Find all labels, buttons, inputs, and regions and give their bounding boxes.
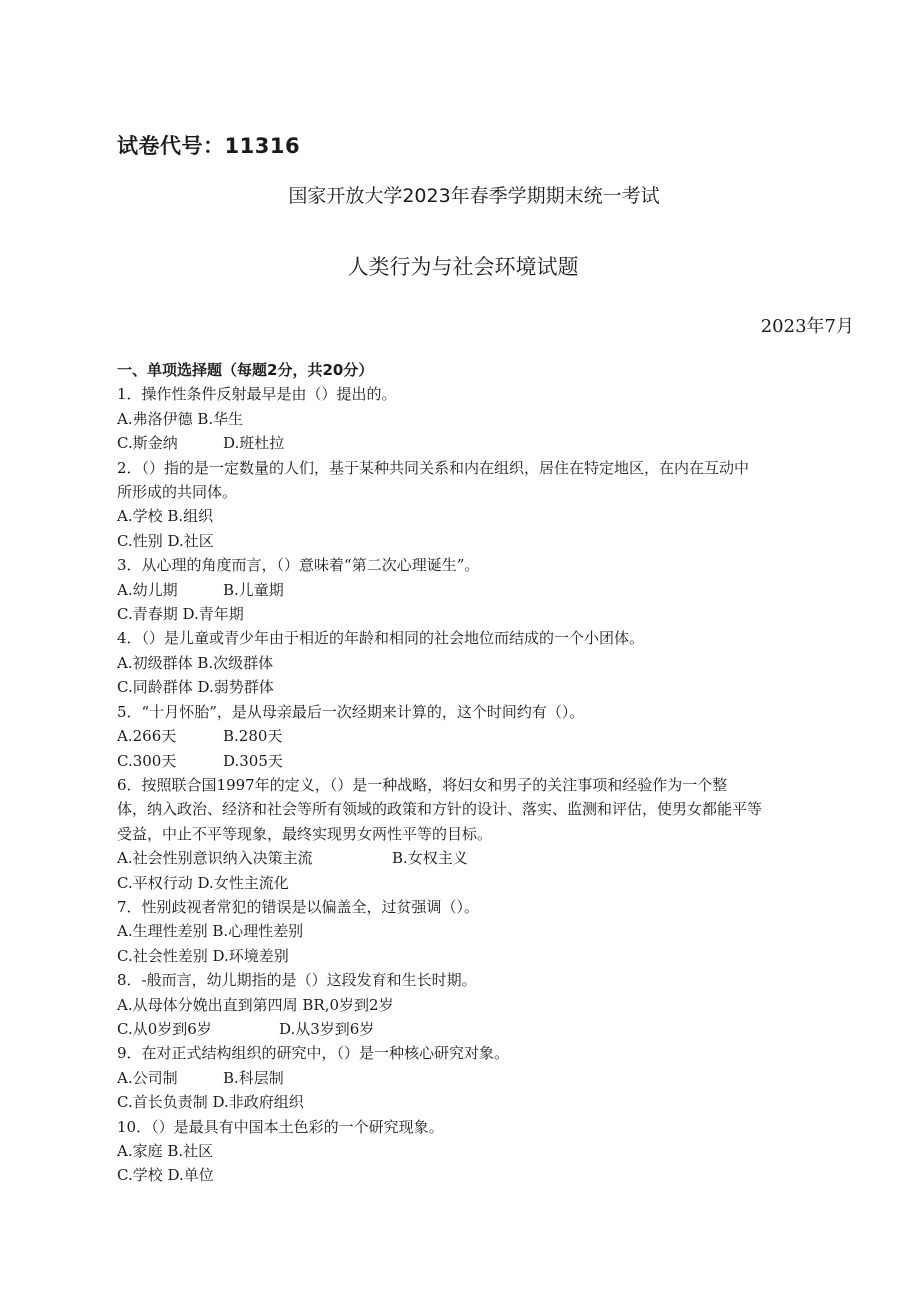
option-row: [117, 529, 852, 553]
option: B.女权主义: [392, 849, 468, 868]
option: D.305天: [223, 751, 283, 770]
option: C.同龄群体: [117, 678, 193, 697]
option-row: [117, 724, 852, 748]
question: [117, 895, 852, 968]
question-stem: 所形成的共同体。: [117, 483, 238, 502]
option-row: [117, 749, 852, 773]
option: B.280天: [223, 727, 283, 746]
option: A.公司制: [117, 1068, 178, 1087]
question-stem: 3．从心理的角度而言，（）意味着“第二次心理诞生”。: [117, 556, 480, 575]
option: B.组织: [167, 507, 214, 526]
question-stem: 受益，中止不平等现象，最终实现男女两性平等的目标。: [117, 824, 493, 843]
exam-date: 2023年7月: [760, 316, 854, 337]
option-row: [117, 1139, 852, 1163]
option-row: [117, 431, 852, 455]
option-row: [117, 944, 852, 968]
option: A.家庭: [117, 1142, 163, 1160]
option: C.斯金纳: [117, 434, 178, 453]
option: C.青春期: [117, 605, 178, 624]
question: [117, 626, 852, 699]
question: [117, 700, 852, 773]
option-row: [117, 602, 852, 626]
option-row: [117, 1163, 852, 1187]
option: C.学校: [117, 1166, 163, 1185]
question-stem: 1．操作性条件反射最早是由（）提出的。: [117, 385, 397, 404]
option: BR,0岁到2岁: [302, 995, 394, 1014]
subject-title: 人类行为与社会环境试题: [347, 255, 579, 279]
option: C.平权行动: [117, 873, 193, 892]
option: C.从0岁到6岁: [117, 1019, 212, 1038]
option: A.学校: [117, 507, 163, 526]
exam-title: 国家开放大学2023年春季学期期末统一考试: [288, 185, 660, 207]
option-row: [117, 578, 852, 602]
question: [117, 773, 852, 895]
option-row: [117, 1017, 852, 1041]
option-row: [117, 993, 852, 1017]
option: C.300天: [117, 751, 177, 770]
option: B.社区: [167, 1142, 214, 1160]
section-heading: 一、单项选择题（每题2分，共20分）: [117, 361, 374, 379]
option: D.从3岁到6岁: [279, 1019, 375, 1038]
option: D.班杜拉: [223, 434, 285, 453]
option: C.社会性差别: [117, 946, 208, 965]
question-stem: 9．在对正式结构组织的研究中，（）是一种核心研究对象。: [117, 1044, 510, 1063]
option: A.社会性别意识纳入决策主流: [117, 849, 313, 868]
option: D.环境差别: [212, 946, 289, 965]
option-row: [117, 675, 852, 699]
option: A.初级群体: [117, 653, 193, 672]
option: D.女性主流化: [197, 873, 289, 892]
option-row: [117, 871, 852, 895]
question: [117, 382, 852, 455]
option-row: [117, 846, 852, 870]
option: B.科层制: [223, 1068, 284, 1087]
option: D.单位: [167, 1166, 214, 1185]
option: A.生理性差别: [117, 922, 208, 941]
option-row: [117, 919, 852, 943]
option: A.266天: [117, 727, 177, 746]
option-row: [117, 504, 852, 528]
option: D.社区: [167, 531, 214, 550]
option: A.弗洛伊德: [117, 409, 193, 428]
option: B.次级群体: [197, 653, 274, 672]
question-stem: 6．按照联合国1997年的定义，（）是一种战略，将妇女和男子的关注事项和经验作为一个整: [117, 775, 728, 794]
option: B.华生: [197, 409, 244, 428]
question: [117, 1115, 852, 1188]
question-stem: 体，纳入政治、经济和社会等所有领域的政策和方针的设计、落实、监测和评估，使男女都能平等: [117, 800, 763, 819]
question-stem: 10．（）是最具有中国本土色彩的一个研究现象。: [117, 1117, 444, 1136]
question-stem: 8．-般而言，幼儿期指的是（）这段发育和生长时期。: [117, 971, 477, 990]
option-row: [117, 407, 852, 431]
question-stem: 4．（）是儿童或青少年由于相近的年龄和相同的社会地位而结成的一个小团体。: [117, 629, 645, 648]
option: C.首长负责制: [117, 1093, 208, 1112]
option: A.从母体分娩出直到第四周: [117, 995, 298, 1014]
option: D.青年期: [182, 605, 244, 624]
question: [117, 1041, 852, 1114]
exam-code: 试卷代号：11316: [117, 134, 301, 158]
option: A.幼儿期: [117, 580, 178, 599]
question: [117, 456, 852, 554]
option: C.性别: [117, 531, 163, 550]
option-row: [117, 1090, 852, 1114]
option: B.心理性差别: [212, 922, 304, 941]
option: D.弱势群体: [197, 678, 274, 697]
option: D.非政府组织: [212, 1093, 304, 1112]
option-row: [117, 1066, 852, 1090]
question-section: [117, 358, 852, 1188]
question: [117, 968, 852, 1041]
option: B.儿童期: [223, 580, 284, 599]
question-stem: 5．“十月怀胎”，是从母亲最后一次经期来计算的，这个时间约有（）。: [117, 702, 585, 721]
question-stem: 7．性别歧视者常犯的错误是以偏盖全，过贫强调（）。: [117, 897, 480, 916]
option-row: [117, 651, 852, 675]
question-stem: 2．（）指的是一定数量的人们，基于某种共同关系和内在组织，居住在特定地区，在内在互动中: [117, 458, 750, 477]
question: [117, 553, 852, 626]
